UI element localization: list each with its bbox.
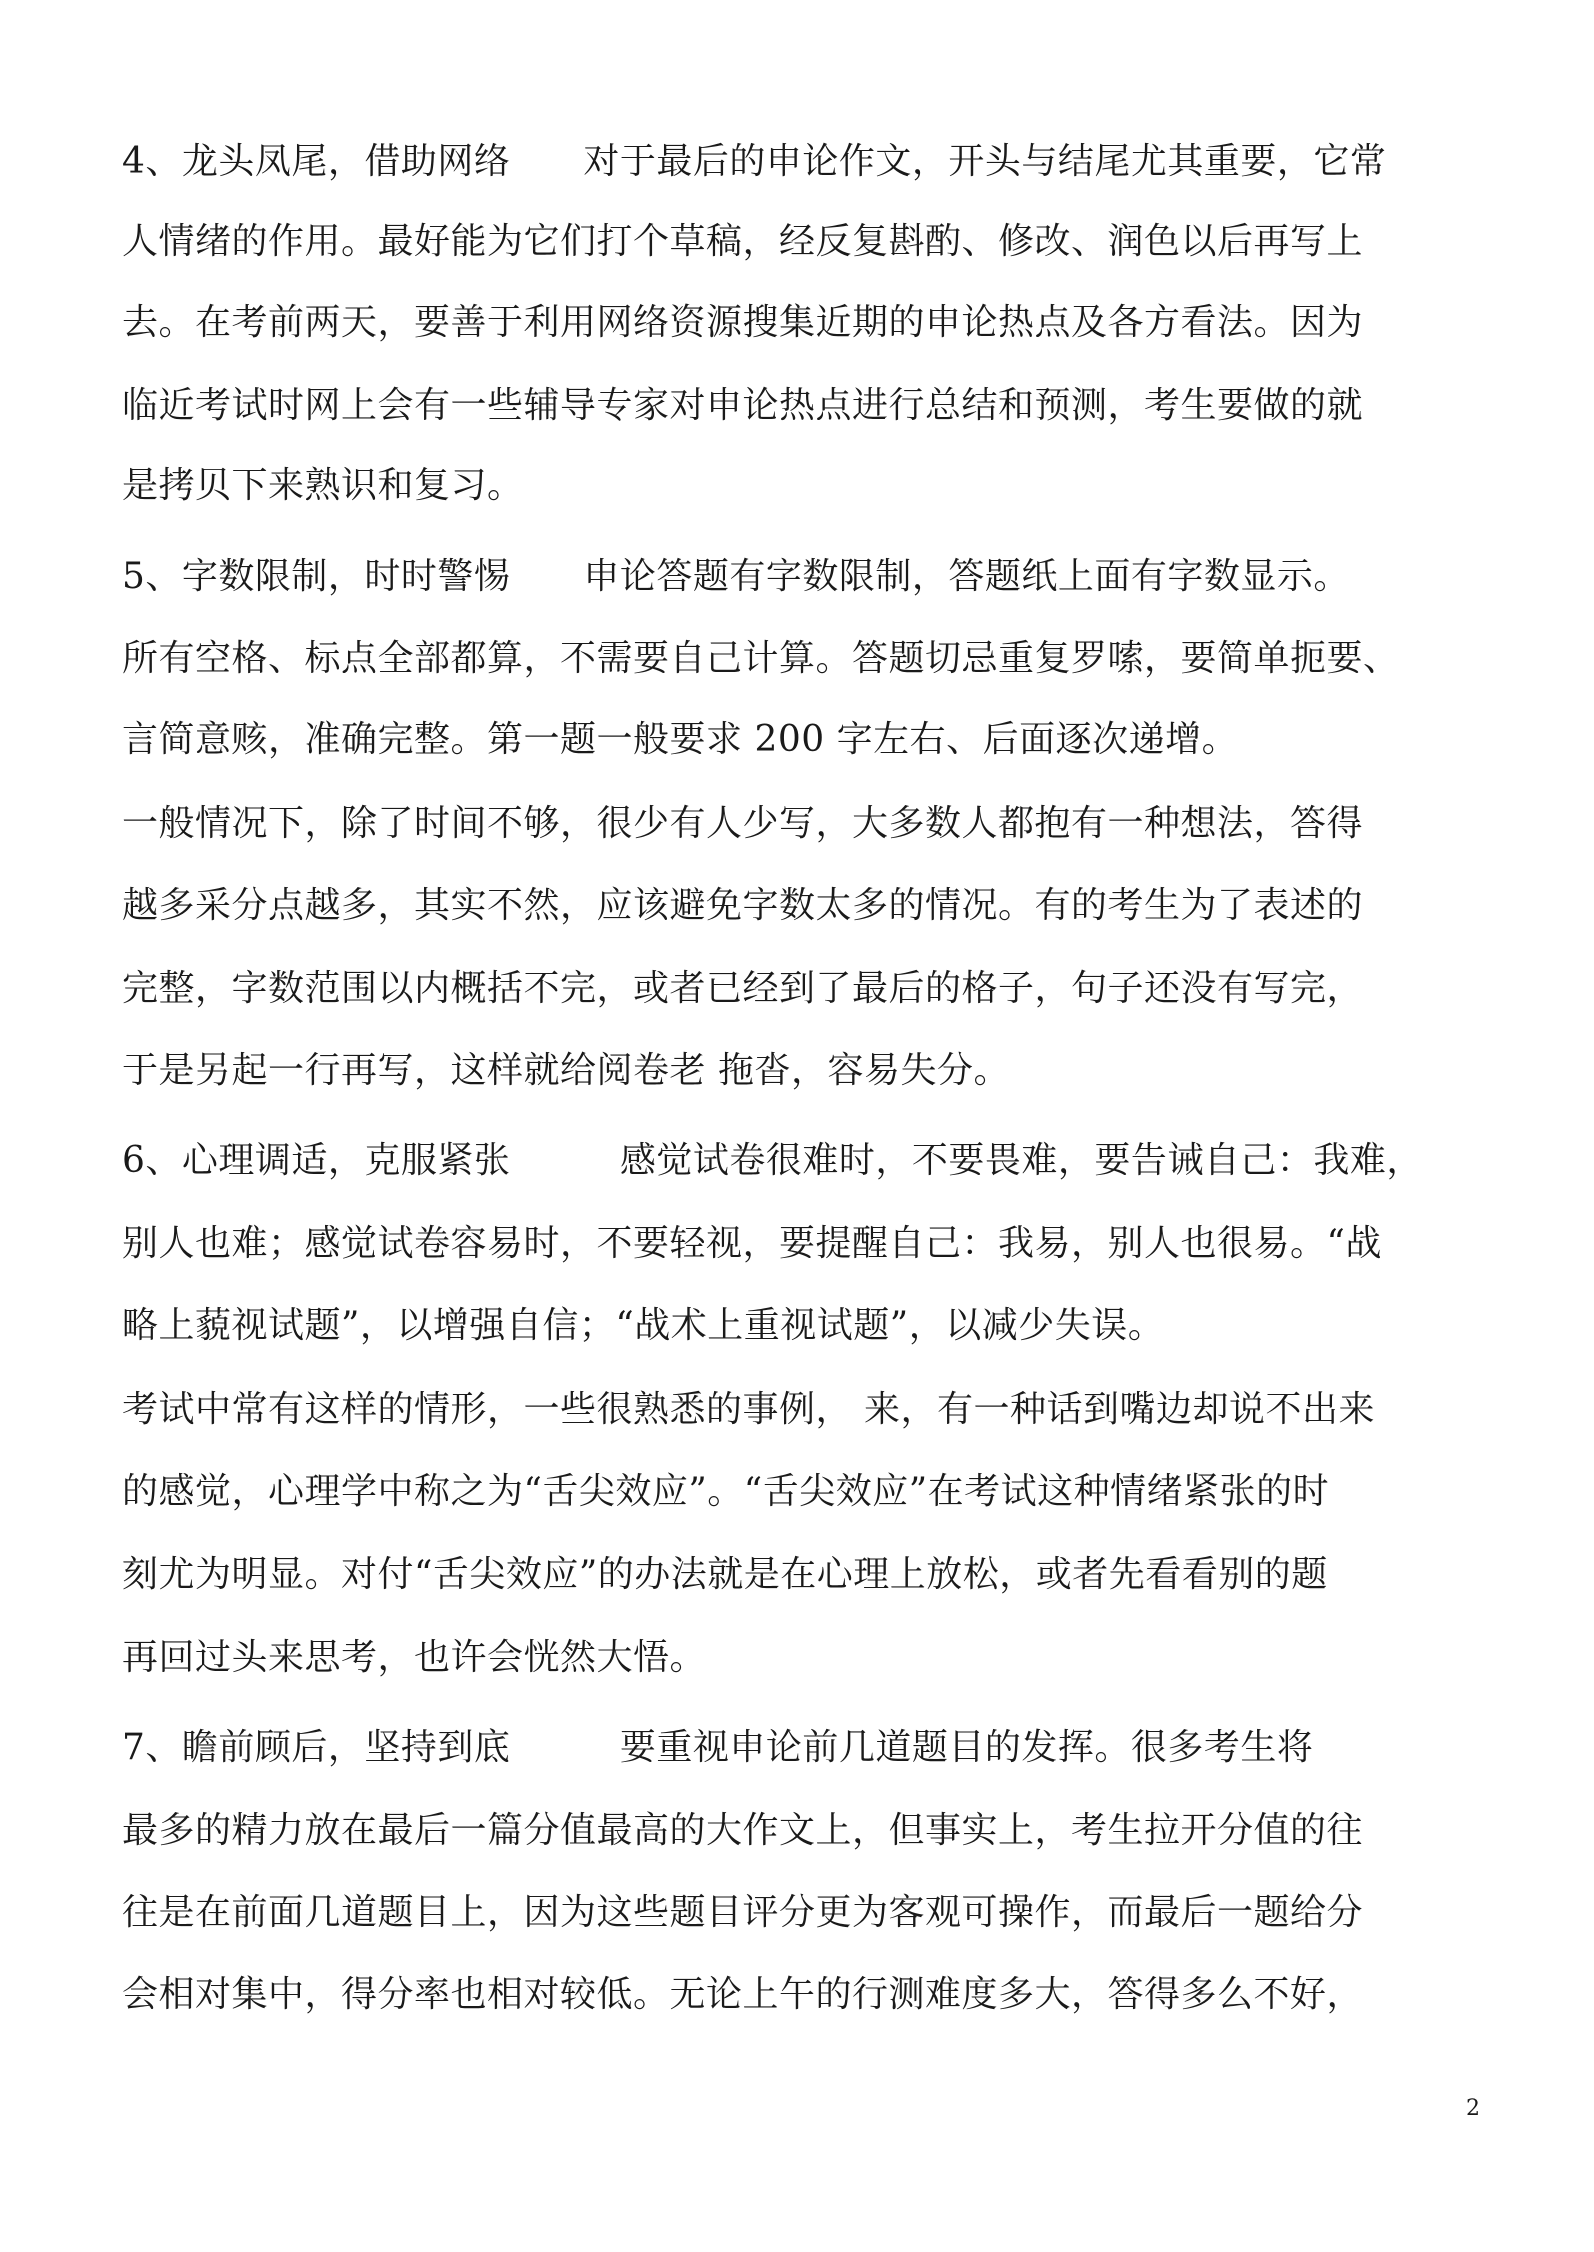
text-line: 6、心理调适，克服紧张 感觉试卷很难时，不要畏难，要告诫自己：我难，: [122, 1140, 1423, 1181]
text-line: 去。在考前两天，要善于利用网络资源搜集近期的申论热点及各方看法。因为: [122, 302, 1364, 343]
text-line: 4、龙头凤尾，借助网络 对于最后的申论作文，开头与结尾尤其重要，它常: [122, 141, 1387, 182]
text-line: 会相对集中，得分率也相对较低。无论上午的行测难度多大，答得多么不好，: [122, 1974, 1364, 2015]
text-line: 5、字数限制，时时警惕 申论答题有字数限制，答题纸上面有字数显示。: [122, 556, 1350, 597]
text-line: 考试中常有这样的情形，一些很熟悉的事例， 来，有一种话到嘴边却说不出来: [122, 1389, 1375, 1430]
text-line: 人情绪的作用。最好能为它们打个草稿，经反复斟酌、修改、润色以后再写上: [122, 221, 1364, 262]
text-line: 是拷贝下来熟识和复习。: [122, 465, 524, 506]
text-line: 的感觉，心理学中称之为“舌尖效应”。“舌尖效应”在考试这种情绪紧张的时: [122, 1471, 1330, 1512]
text-line: 所有空格、标点全部都算，不需要自己计算。答题切忌重复罗嗦，要简单扼要、: [122, 638, 1400, 679]
text-line: 临近考试时网上会有一些辅导专家对申论热点进行总结和预测，考生要做的就: [122, 385, 1364, 426]
text-line: 7、瞻前顾后，坚持到底 要重视申论前几道题目的发挥。很多考生将: [122, 1727, 1314, 1768]
page-number: 2: [1466, 2096, 1480, 2121]
text-line: 最多的精力放在最后一篇分值最高的大作文上，但事实上，考生拉开分值的往: [122, 1810, 1364, 1851]
text-line: 于是另起一行再写，这样就给阅卷老 拖沓，容易失分。: [122, 1050, 1010, 1091]
text-line: 别人也难；感觉试卷容易时，不要轻视，要提醒自己：我易，别人也很易。“战: [122, 1223, 1382, 1264]
text-line: 刻尤为明显。对付“舌尖效应”的办法就是在心理上放松，或者先看看别的题: [122, 1554, 1328, 1595]
text-line: 再回过头来思考，也许会恍然大悟。: [122, 1637, 707, 1678]
text-line: 一般情况下，除了时间不够，很少有人少写，大多数人都抱有一种想法，答得: [122, 803, 1364, 844]
text-line: 完整，字数范围以内概括不完，或者已经到了最后的格子，句子还没有写完，: [122, 968, 1364, 1009]
text-line: 往是在前面几道题目上，因为这些题目评分更为客观可操作，而最后一题给分: [122, 1892, 1364, 1933]
text-line: 略上藐视试题”，以增强自信；“战术上重视试题”，以减少失误。: [122, 1305, 1165, 1346]
text-line: 言简意赅，准确完整。第一题一般要求 200 字左右、后面逐次递增。: [122, 719, 1239, 760]
text-line: 越多采分点越多，其实不然，应该避免字数太多的情况。有的考生为了表述的: [122, 885, 1364, 926]
